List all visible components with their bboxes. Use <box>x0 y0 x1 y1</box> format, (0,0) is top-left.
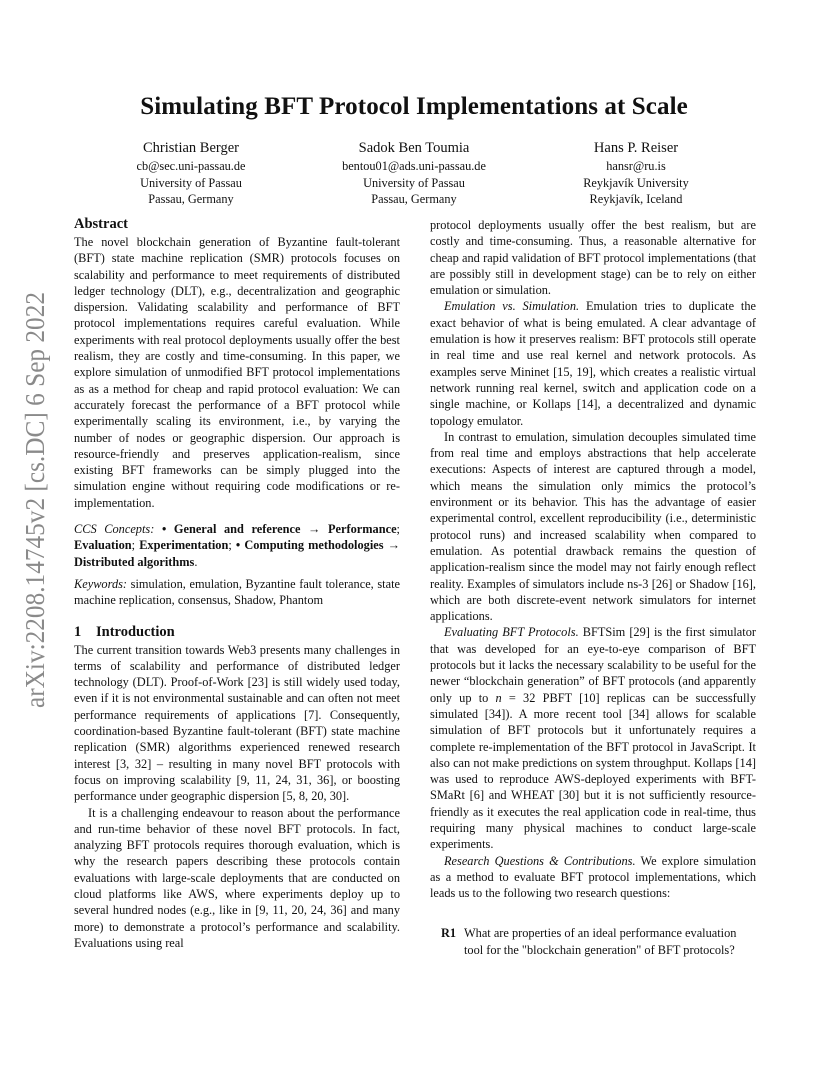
author-email: cb@sec.uni-passau.de <box>136 159 246 173</box>
paragraph-label: Evaluating BFT Protocols. <box>444 625 579 640</box>
research-question-1 <box>430 925 756 958</box>
intro-paragraph-7: Research Questions & Contributions. We explore simulation as a method to evaluate BFT protocol implementations, which leads us to the following two research questions: <box>430 853 756 901</box>
author-location: Passau, Germany <box>148 192 234 206</box>
ccs-term-1: • General and reference → Performance <box>161 522 397 537</box>
author-name: Hans P. Reiser <box>593 140 679 156</box>
left-column <box>74 215 400 951</box>
intro-paragraph-5: In contrast to emulation, simulation decouples simulated time from real time and employs abstractions that help accelerate executions: Aspects of interest are captured through a model, which means the simulation only mimics the protocol’s environment or its behavior. This has the advantage of easier experimental control, excellent reproducibility (i.e., deterministic protocol runs) and increased scalability when compared to emulation. As potential drawback remains the question of application-realism since the model may not fairly enough reflect reality. Examples of simulators include ns-3 [26] or Shadow [16], which are both discrete-event network simulators for internet applications. <box>430 429 756 624</box>
keywords-label: Keywords: <box>74 576 128 591</box>
keywords <box>74 576 400 609</box>
author-block-3 <box>506 138 766 208</box>
intro-heading <box>74 623 400 642</box>
arxiv-id: arXiv:2208.14745v2 [cs.DC] 6 Sep 2022 <box>20 290 50 708</box>
author-email: hansr@ru.is <box>606 159 666 173</box>
intro-paragraph-1: The current transition towards Web3 presents many challenges in terms of scalability and performance of distributed ledger technology (DLT). Proof-of-Work [23] is still widely used today, even if it is not environmental sustainable and can often not meet performance requirements of applications [7]. Consequently, coordination-based Byzantine fault-tolerant (BFT) state machine replication (SMR) algorithms experienced renewed research interest [3, 32] – resulting in many novel BFT protocols with focus on improving scalability [9, 11, 24, 31, 36], or boosting performance under geographic dispersion [5, 8, 20, 30]. <box>74 642 400 804</box>
paragraph-label: Emulation vs. Simulation. <box>444 299 580 314</box>
author-affiliation: University of Passau <box>140 175 242 190</box>
author-affiliation: University of Passau <box>363 175 465 190</box>
intro-paragraph-2: It is a challenging endeavour to reason about the performance and run-time behavior of these novel BFT protocols. In fact, analyzing BFT protocols requires thorough evaluation, which is why the research papers describing these protocols contain evaluations with large-scale deployments that are conducted on cloud platforms like AWS, where experiments deploy up to several hundred nodes (e.g., like in [9, 11, 20, 24, 36] and many more) to demonstrate a protocol’s performance and scalability. Evaluations using real <box>74 805 400 950</box>
arxiv-stamp <box>6 290 66 710</box>
intro-paragraph-6: Evaluating BFT Protocols. BFTSim [29] is the first simulator that was developed for an eye-to-eye comparison of BFT protocols but it lacks the necessary scalability to be useful for the newer “blockchain generation” of BFT protocols (and apparently only up to n = 32 PBFT [10] replicas can be successfully simulated [34]). A more recent tool [34] allows for scalable simulation of BFT protocols but it unfortunately requires a complete re-implementation of the BFT protocol in JavaScript. It also can not make predictions on system throughput. Kollaps [14] was used to reproduce AWS-deployed experiments with BFT-SMaRt [6] and WHEAT [30] but it is not sufficiently resource-friendly as it executes the real application code in real-time, thus requiring many physical machines to conduct large-scale experiments. <box>430 625 756 852</box>
math-variable: n <box>495 690 502 705</box>
ccs-term-2: Evaluation <box>74 538 132 553</box>
author-email: bentou01@ads.uni-passau.de <box>342 159 486 173</box>
author-location: Reykjavík, Iceland <box>589 192 683 206</box>
author-name: Sadok Ben Toumia <box>358 140 470 156</box>
author-location: Passau, Germany <box>371 192 457 206</box>
ccs-term-3: Experimentation <box>139 538 229 553</box>
paragraph-label: Research Questions & Contributions. <box>444 853 636 868</box>
ccs-term-4: • Computing methodologies → Distributed algorithms <box>74 538 401 569</box>
right-column <box>430 217 756 958</box>
section-title: Introduction <box>96 623 175 640</box>
abstract-text: The novel blockchain generation of Byzantine fault-tolerant (BFT) state machine replication (SMR) protocols focuses on scalability and performance to meet requirements of distributed ledger technology (DLT), e.g., decentralization and geographic dispersion. Validating scalability and performance of BFT protocol implementations requires careful evaluation. While experiments with real protocol deployments usually offer the best realism, they are costly and time-consuming. In this paper, we explore simulation of unmodified BFT protocol implementations as as a method for cheap and rapid protocol evaluation: We can accurately forecast the performance of a BFT protocol while experimentally scaling its environment, i.e., by varying the number of nodes or geographic dispersion. Our approach is resource-friendly and preserves application-realism, since existing BFT frameworks can be simply plugged into the simulation engine without requiring code modifications or re-implementation. <box>74 235 400 510</box>
abstract-heading: Abstract <box>74 216 128 232</box>
ccs-label: CCS Concepts: <box>74 522 155 537</box>
author-block-1 <box>61 138 321 208</box>
author-affiliation: Reykjavík University <box>583 175 689 190</box>
rq-text: What are properties of an ideal performance evaluation tool for the "blockchain generation" of BFT protocols? <box>464 926 737 957</box>
author-name: Christian Berger <box>143 140 239 156</box>
keywords-text: simulation, emulation, Byzantine fault tolerance, state machine replication, consensus, Shadow, Phantom <box>74 576 400 608</box>
intro-paragraph-4: Emulation vs. Simulation. Emulation tries to duplicate the exact behavior of what is being emulated. A clear advantage of emulation is how it preserves realism: BFT protocols still operate in real time and use real kernel and network protocols. As examples serve Mininet [15, 19], which creates a realistic virtual network running real kernel, switch and application code on a single machine, or Kollaps [14], a decentralized and dynamic topology emulator. <box>430 299 756 428</box>
rq-label: R1 <box>441 926 457 941</box>
arxiv-stamp-svg <box>6 290 66 710</box>
paper-title: Simulating BFT Protocol Implementations at Scale <box>140 93 688 120</box>
author-block-2 <box>284 138 544 208</box>
section-number: 1 <box>74 623 82 640</box>
ccs-concepts: CCS Concepts: • General and reference → Performance; Evaluation; Experimentation; • Computing methodologies → Distributed algorithms. <box>74 522 401 569</box>
intro-paragraph-3: protocol deployments usually offer the best realism, but are costly and time-consuming. Thus, a reasonable alternative for cheap and rapid validation of BFT protocol implementations (that are possibly still in development stage) can be to rely on either emulation or simulation. <box>430 218 756 298</box>
